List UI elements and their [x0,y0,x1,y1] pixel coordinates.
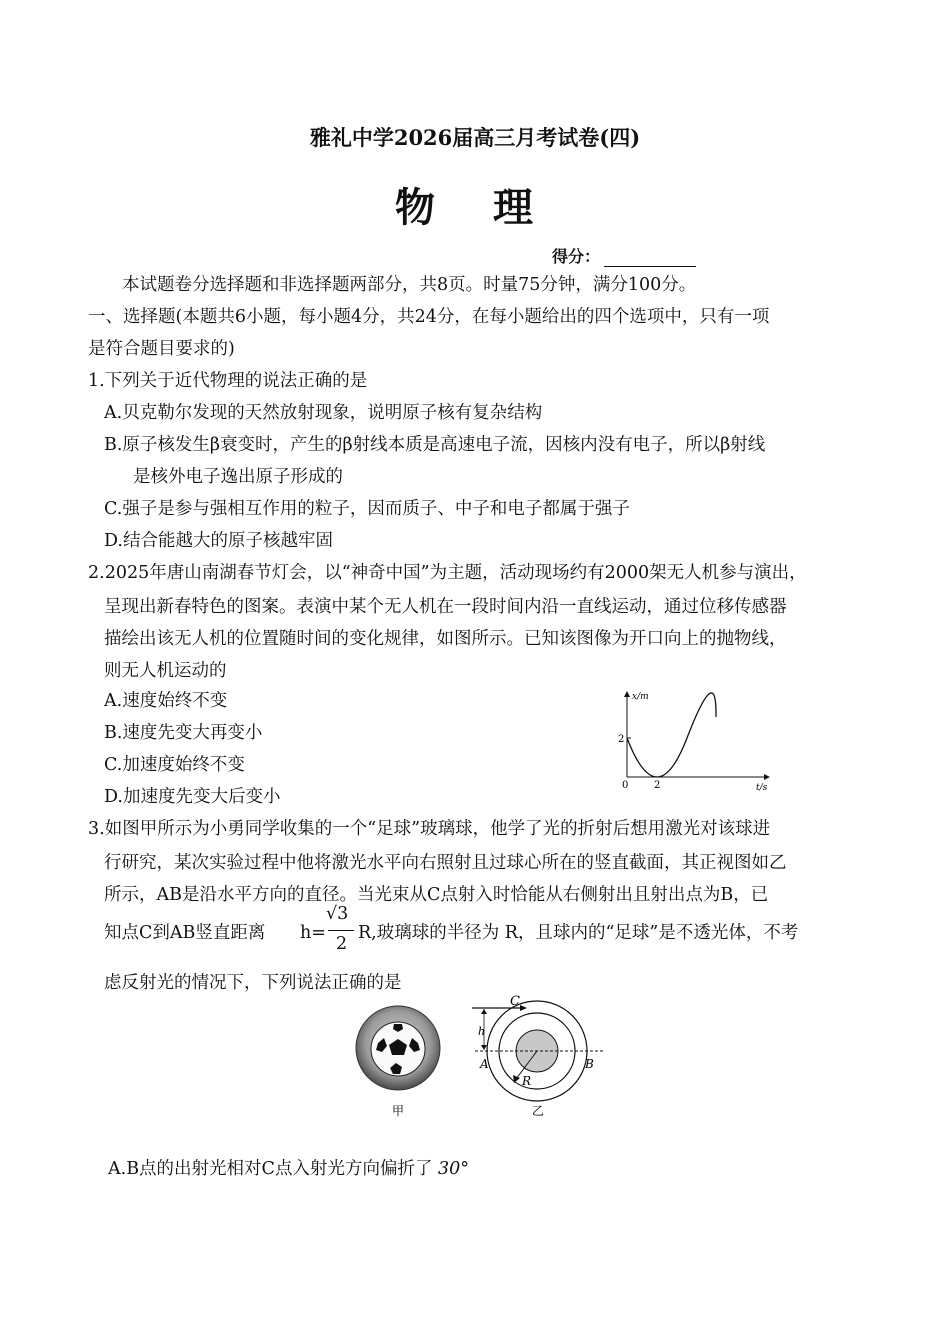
q3-stem-line3: 所示，AB是沿水平方向的直径。当光束从C点射入时恰能从右侧射出且射出点为B，已 [104,885,769,905]
score-field [552,244,696,267]
section1-heading: 一、选择题(本题共6小题，每小题4分，共24分，在每小题给出的四个选项中，只有一项 [88,307,770,327]
q2-stem-line3: 描绘出该无人机的位置随时间的变化规律，如图所示。已知该图像为开口向上的抛物线， [104,629,787,649]
exam-subtitle: 雅礼中学2026届高三月考试卷(四) [309,125,641,150]
q1-option-a: A.贝克勒尔发现的天然放射现象，说明原子核有复杂结构 [104,403,543,423]
parabola-curve [627,693,716,777]
q3-option-a [108,1158,469,1180]
q1-option-d: D.结合能越大的原子核越牢固 [104,531,333,551]
q2-option-b: B.速度先变大再变小 [104,723,263,743]
q3-stem-line2: 行研究，某次实验过程中他将激光水平向右照射且过球心所在的竖直截面，其正视图如乙 [104,853,787,873]
q3-stem-line5: 虑反射光的情况下，下列说法正确的是 [104,973,402,993]
fraction-bar [328,930,354,931]
section1-heading-cont: 是符合题目要求的) [88,339,235,359]
label-C: C [510,995,520,1009]
label-B: B [585,1057,594,1071]
q1-option-b-cont: 是核外电子逸出原子形成的 [133,467,343,487]
x-axis-label: t/s [756,783,768,793]
caption-jia: 甲 [392,1104,405,1118]
cross-section-diagram [472,1001,605,1101]
label-h: h [478,1025,486,1038]
q2-stem-line1: 2.2025年唐山南湖春节灯会，以“神奇中国”为主题，活动现场约有2000架无人机参与演出， [88,563,807,583]
label-A: A [480,1057,489,1071]
q3-stem-line1: 3.如图甲所示为小勇同学收集的一个“足球”玻璃球，他学了光的折射后想用激光对该球进 [88,819,771,839]
q2-position-time-graph [612,685,772,795]
q1-option-c: C.强子是参与强相互作用的粒子，因而质子、中子和电子都属于强子 [104,499,630,519]
fraction-numerator: √3 [326,904,349,924]
x-tick-label: 2 [654,780,661,791]
y-axis-label: x/m [632,692,649,702]
glass-ball-illustration [356,1006,440,1090]
q2-stem-line4: 则无人机运动的 [104,661,227,681]
q3-stem-line4a: 知点C到AB竖直距离 [104,923,266,943]
q3-figure [350,995,620,1125]
y-tick-label: 2 [618,734,625,745]
score-blank[interactable] [604,250,696,267]
y-axis-arrow [624,691,630,697]
origin-label: 0 [622,780,629,791]
score-label: 得分： [552,247,601,266]
label-R: R [522,1074,532,1088]
fraction-denominator: 2 [336,934,348,954]
q2-option-d: D.加速度先变大后变小 [104,787,281,807]
q1-option-b: B.原子核发生β衰变时，产生的β射线本质是高速电子流，因核内没有电子，所以β射线 [104,435,766,455]
h-equation-label: h= [300,923,326,943]
intro-text: 本试题卷分选择题和非选择题两部分，共8页。时量75分钟，满分100分。 [122,275,697,295]
q1-stem: 1.下列关于近代物理的说法正确的是 [88,371,368,391]
q2-option-a: A.速度始终不变 [104,691,228,711]
caption-yi: 乙 [532,1104,545,1118]
q3-option-a-angle: 30° [438,1159,470,1179]
sqrt3-over-2-fraction [312,902,360,962]
q2-stem-line2: 呈现出新春特色的图案。表演中某个无人机在一段时间内沿一直线运动，通过位移传感器 [104,597,787,617]
q3-stem-line4b: R,玻璃球的半径为 R，且球内的“足球”是不透光体，不考 [358,923,799,943]
x-axis-arrow [764,774,770,780]
page-title: 物 理 [395,185,555,231]
q2-option-c: C.加速度始终不变 [104,755,245,775]
q3-option-a-text: A.B点的出射光相对C点入射光方向偏折了 [108,1159,433,1179]
